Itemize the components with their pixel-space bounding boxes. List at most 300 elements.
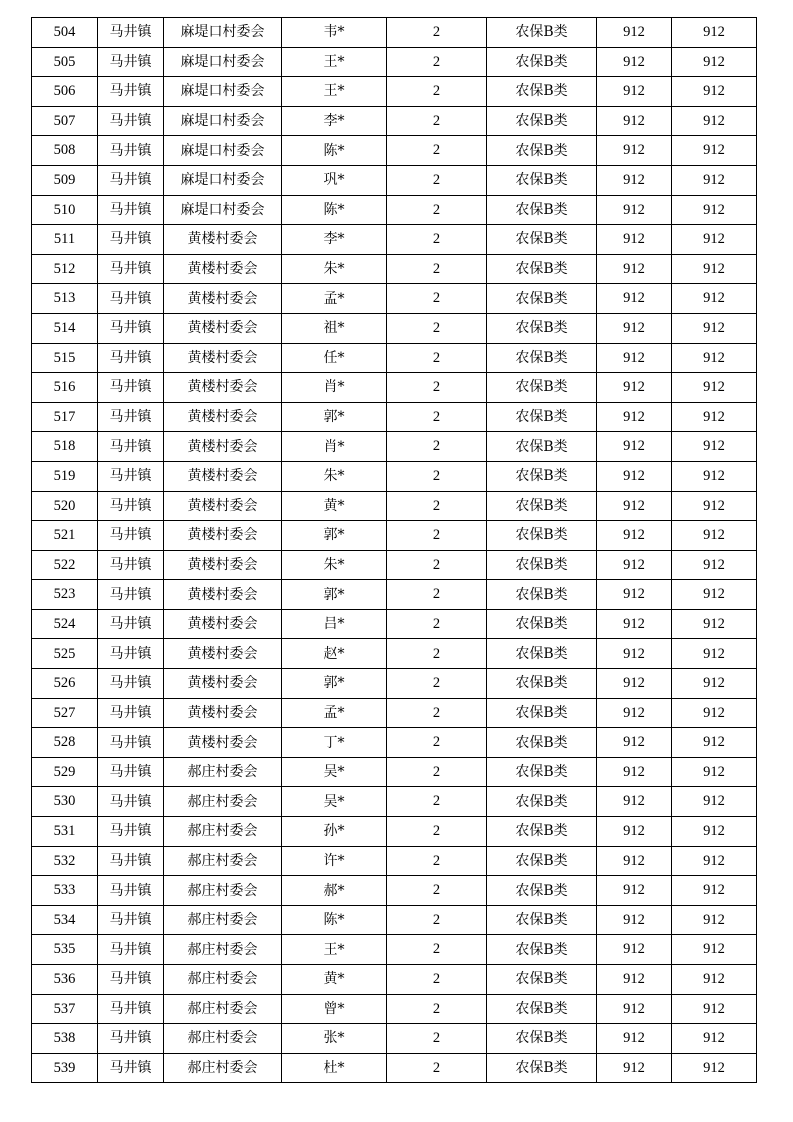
table-row [32,787,757,817]
standard-amount-cell: 912 [597,18,672,48]
town-cell: 马井镇 [98,491,164,521]
category-cell: 农保B类 [487,432,597,462]
count-cell: 2 [387,935,487,965]
table-row [32,728,757,758]
count-cell: 2 [387,1024,487,1054]
village-committee-cell: 黄楼村委会 [164,402,282,432]
town-cell: 马井镇 [98,757,164,787]
village-committee-cell: 黄楼村委会 [164,432,282,462]
table-body [32,18,757,1083]
name-cell: 韦* [282,18,387,48]
town-cell: 马井镇 [98,728,164,758]
total-amount-cell: 912 [672,757,757,787]
total-amount-cell: 912 [672,550,757,580]
table-row [32,195,757,225]
table-row [32,817,757,847]
town-cell: 马井镇 [98,284,164,314]
total-amount-cell: 912 [672,787,757,817]
total-amount-cell: 912 [672,994,757,1024]
name-cell: 王* [282,935,387,965]
town-cell: 马井镇 [98,1024,164,1054]
name-cell: 王* [282,47,387,77]
village-committee-cell: 黄楼村委会 [164,461,282,491]
category-cell: 农保B类 [487,402,597,432]
serial-number-cell: 518 [32,432,98,462]
standard-amount-cell: 912 [597,965,672,995]
serial-number-cell: 535 [32,935,98,965]
roster-table [31,17,757,1083]
total-amount-cell: 912 [672,580,757,610]
table-row [32,965,757,995]
total-amount-cell: 912 [672,313,757,343]
town-cell: 马井镇 [98,846,164,876]
name-cell: 郭* [282,402,387,432]
name-cell: 朱* [282,461,387,491]
table-row [32,846,757,876]
standard-amount-cell: 912 [597,106,672,136]
count-cell: 2 [387,817,487,847]
town-cell: 马井镇 [98,18,164,48]
table-row [32,18,757,48]
village-committee-cell: 郝庄村委会 [164,787,282,817]
category-cell: 农保B类 [487,491,597,521]
name-cell: 孟* [282,284,387,314]
standard-amount-cell: 912 [597,461,672,491]
village-committee-cell: 麻堤口村委会 [164,165,282,195]
standard-amount-cell: 912 [597,136,672,166]
standard-amount-cell: 912 [597,1053,672,1083]
name-cell: 吴* [282,787,387,817]
standard-amount-cell: 912 [597,580,672,610]
village-committee-cell: 黄楼村委会 [164,343,282,373]
name-cell: 孙* [282,817,387,847]
table-row [32,1024,757,1054]
serial-number-cell: 525 [32,639,98,669]
name-cell: 祖* [282,313,387,343]
table-row [32,225,757,255]
village-committee-cell: 黄楼村委会 [164,669,282,699]
village-committee-cell: 郝庄村委会 [164,935,282,965]
village-committee-cell: 郝庄村委会 [164,965,282,995]
name-cell: 郭* [282,580,387,610]
count-cell: 2 [387,965,487,995]
town-cell: 马井镇 [98,254,164,284]
category-cell: 农保B类 [487,521,597,551]
serial-number-cell: 517 [32,402,98,432]
standard-amount-cell: 912 [597,254,672,284]
name-cell: 朱* [282,254,387,284]
standard-amount-cell: 912 [597,77,672,107]
total-amount-cell: 912 [672,77,757,107]
total-amount-cell: 912 [672,47,757,77]
standard-amount-cell: 912 [597,817,672,847]
count-cell: 2 [387,136,487,166]
table-row [32,491,757,521]
total-amount-cell: 912 [672,402,757,432]
name-cell: 吴* [282,757,387,787]
count-cell: 2 [387,47,487,77]
standard-amount-cell: 912 [597,432,672,462]
standard-amount-cell: 912 [597,47,672,77]
total-amount-cell: 912 [672,284,757,314]
name-cell: 张* [282,1024,387,1054]
total-amount-cell: 912 [672,935,757,965]
standard-amount-cell: 912 [597,284,672,314]
town-cell: 马井镇 [98,994,164,1024]
total-amount-cell: 912 [672,136,757,166]
serial-number-cell: 529 [32,757,98,787]
total-amount-cell: 912 [672,432,757,462]
serial-number-cell: 532 [32,846,98,876]
category-cell: 农保B类 [487,994,597,1024]
count-cell: 2 [387,639,487,669]
total-amount-cell: 912 [672,165,757,195]
town-cell: 马井镇 [98,432,164,462]
serial-number-cell: 522 [32,550,98,580]
serial-number-cell: 514 [32,313,98,343]
name-cell: 李* [282,225,387,255]
serial-number-cell: 511 [32,225,98,255]
town-cell: 马井镇 [98,313,164,343]
serial-number-cell: 521 [32,521,98,551]
name-cell: 丁* [282,728,387,758]
count-cell: 2 [387,491,487,521]
category-cell: 农保B类 [487,965,597,995]
name-cell: 黄* [282,965,387,995]
village-committee-cell: 黄楼村委会 [164,313,282,343]
table-row [32,669,757,699]
category-cell: 农保B类 [487,343,597,373]
category-cell: 农保B类 [487,1053,597,1083]
total-amount-cell: 912 [672,965,757,995]
count-cell: 2 [387,550,487,580]
total-amount-cell: 912 [672,698,757,728]
standard-amount-cell: 912 [597,373,672,403]
table-row [32,580,757,610]
serial-number-cell: 519 [32,461,98,491]
count-cell: 2 [387,787,487,817]
standard-amount-cell: 912 [597,698,672,728]
total-amount-cell: 912 [672,1053,757,1083]
total-amount-cell: 912 [672,669,757,699]
serial-number-cell: 533 [32,876,98,906]
total-amount-cell: 912 [672,639,757,669]
count-cell: 2 [387,18,487,48]
town-cell: 马井镇 [98,195,164,225]
standard-amount-cell: 912 [597,639,672,669]
count-cell: 2 [387,609,487,639]
serial-number-cell: 524 [32,609,98,639]
town-cell: 马井镇 [98,47,164,77]
standard-amount-cell: 912 [597,876,672,906]
category-cell: 农保B类 [487,1024,597,1054]
table-row [32,698,757,728]
standard-amount-cell: 912 [597,757,672,787]
count-cell: 2 [387,876,487,906]
name-cell: 王* [282,77,387,107]
total-amount-cell: 912 [672,254,757,284]
count-cell: 2 [387,313,487,343]
category-cell: 农保B类 [487,728,597,758]
count-cell: 2 [387,77,487,107]
category-cell: 农保B类 [487,106,597,136]
name-cell: 陈* [282,905,387,935]
name-cell: 朱* [282,550,387,580]
standard-amount-cell: 912 [597,313,672,343]
category-cell: 农保B类 [487,550,597,580]
category-cell: 农保B类 [487,905,597,935]
count-cell: 2 [387,669,487,699]
category-cell: 农保B类 [487,373,597,403]
standard-amount-cell: 912 [597,787,672,817]
total-amount-cell: 912 [672,195,757,225]
category-cell: 农保B类 [487,698,597,728]
table-row [32,77,757,107]
name-cell: 郝* [282,876,387,906]
table-row [32,47,757,77]
village-committee-cell: 郝庄村委会 [164,1053,282,1083]
town-cell: 马井镇 [98,136,164,166]
name-cell: 肖* [282,373,387,403]
serial-number-cell: 504 [32,18,98,48]
category-cell: 农保B类 [487,817,597,847]
count-cell: 2 [387,846,487,876]
count-cell: 2 [387,757,487,787]
category-cell: 农保B类 [487,313,597,343]
category-cell: 农保B类 [487,195,597,225]
category-cell: 农保B类 [487,225,597,255]
village-committee-cell: 麻堤口村委会 [164,47,282,77]
town-cell: 马井镇 [98,343,164,373]
town-cell: 马井镇 [98,817,164,847]
standard-amount-cell: 912 [597,846,672,876]
village-committee-cell: 黄楼村委会 [164,698,282,728]
table-row [32,343,757,373]
serial-number-cell: 527 [32,698,98,728]
village-committee-cell: 黄楼村委会 [164,639,282,669]
count-cell: 2 [387,728,487,758]
serial-number-cell: 510 [32,195,98,225]
standard-amount-cell: 912 [597,402,672,432]
table-row [32,136,757,166]
table-row [32,639,757,669]
standard-amount-cell: 912 [597,728,672,758]
village-committee-cell: 黄楼村委会 [164,728,282,758]
count-cell: 2 [387,432,487,462]
total-amount-cell: 912 [672,18,757,48]
town-cell: 马井镇 [98,461,164,491]
table-row [32,461,757,491]
standard-amount-cell: 912 [597,195,672,225]
category-cell: 农保B类 [487,461,597,491]
town-cell: 马井镇 [98,639,164,669]
town-cell: 马井镇 [98,77,164,107]
town-cell: 马井镇 [98,225,164,255]
table-row [32,373,757,403]
total-amount-cell: 912 [672,106,757,136]
village-committee-cell: 郝庄村委会 [164,846,282,876]
serial-number-cell: 523 [32,580,98,610]
table-row [32,935,757,965]
name-cell: 肖* [282,432,387,462]
town-cell: 马井镇 [98,935,164,965]
town-cell: 马井镇 [98,787,164,817]
total-amount-cell: 912 [672,609,757,639]
name-cell: 李* [282,106,387,136]
name-cell: 陈* [282,136,387,166]
count-cell: 2 [387,254,487,284]
village-committee-cell: 黄楼村委会 [164,491,282,521]
serial-number-cell: 530 [32,787,98,817]
count-cell: 2 [387,373,487,403]
village-committee-cell: 黄楼村委会 [164,225,282,255]
town-cell: 马井镇 [98,165,164,195]
village-committee-cell: 郝庄村委会 [164,905,282,935]
town-cell: 马井镇 [98,550,164,580]
serial-number-cell: 513 [32,284,98,314]
village-committee-cell: 黄楼村委会 [164,373,282,403]
category-cell: 农保B类 [487,876,597,906]
name-cell: 吕* [282,609,387,639]
total-amount-cell: 912 [672,521,757,551]
town-cell: 马井镇 [98,905,164,935]
serial-number-cell: 507 [32,106,98,136]
standard-amount-cell: 912 [597,1024,672,1054]
table-row [32,432,757,462]
village-committee-cell: 黄楼村委会 [164,521,282,551]
town-cell: 马井镇 [98,965,164,995]
serial-number-cell: 534 [32,905,98,935]
serial-number-cell: 539 [32,1053,98,1083]
table-row [32,165,757,195]
village-committee-cell: 麻堤口村委会 [164,18,282,48]
category-cell: 农保B类 [487,757,597,787]
total-amount-cell: 912 [672,373,757,403]
serial-number-cell: 538 [32,1024,98,1054]
count-cell: 2 [387,106,487,136]
town-cell: 马井镇 [98,580,164,610]
count-cell: 2 [387,165,487,195]
category-cell: 农保B类 [487,77,597,107]
total-amount-cell: 912 [672,876,757,906]
serial-number-cell: 505 [32,47,98,77]
count-cell: 2 [387,521,487,551]
name-cell: 杜* [282,1053,387,1083]
category-cell: 农保B类 [487,284,597,314]
total-amount-cell: 912 [672,817,757,847]
name-cell: 陈* [282,195,387,225]
serial-number-cell: 508 [32,136,98,166]
standard-amount-cell: 912 [597,491,672,521]
standard-amount-cell: 912 [597,343,672,373]
town-cell: 马井镇 [98,698,164,728]
name-cell: 许* [282,846,387,876]
serial-number-cell: 509 [32,165,98,195]
count-cell: 2 [387,580,487,610]
total-amount-cell: 912 [672,225,757,255]
standard-amount-cell: 912 [597,669,672,699]
total-amount-cell: 912 [672,1024,757,1054]
village-committee-cell: 麻堤口村委会 [164,195,282,225]
count-cell: 2 [387,1053,487,1083]
table-row [32,284,757,314]
name-cell: 赵* [282,639,387,669]
serial-number-cell: 528 [32,728,98,758]
standard-amount-cell: 912 [597,225,672,255]
town-cell: 马井镇 [98,609,164,639]
total-amount-cell: 912 [672,461,757,491]
total-amount-cell: 912 [672,905,757,935]
village-committee-cell: 黄楼村委会 [164,550,282,580]
village-committee-cell: 黄楼村委会 [164,284,282,314]
town-cell: 马井镇 [98,1053,164,1083]
category-cell: 农保B类 [487,136,597,166]
village-committee-cell: 麻堤口村委会 [164,106,282,136]
town-cell: 马井镇 [98,521,164,551]
standard-amount-cell: 912 [597,935,672,965]
village-committee-cell: 黄楼村委会 [164,254,282,284]
name-cell: 郭* [282,521,387,551]
category-cell: 农保B类 [487,18,597,48]
village-committee-cell: 麻堤口村委会 [164,77,282,107]
category-cell: 农保B类 [487,935,597,965]
table-row [32,550,757,580]
serial-number-cell: 516 [32,373,98,403]
count-cell: 2 [387,698,487,728]
serial-number-cell: 520 [32,491,98,521]
serial-number-cell: 536 [32,965,98,995]
table-row [32,876,757,906]
serial-number-cell: 515 [32,343,98,373]
category-cell: 农保B类 [487,669,597,699]
name-cell: 任* [282,343,387,373]
standard-amount-cell: 912 [597,994,672,1024]
category-cell: 农保B类 [487,165,597,195]
village-committee-cell: 黄楼村委会 [164,609,282,639]
table-row [32,1053,757,1083]
standard-amount-cell: 912 [597,521,672,551]
table-row [32,402,757,432]
category-cell: 农保B类 [487,846,597,876]
serial-number-cell: 531 [32,817,98,847]
table-row [32,106,757,136]
total-amount-cell: 912 [672,491,757,521]
count-cell: 2 [387,284,487,314]
category-cell: 农保B类 [487,787,597,817]
category-cell: 农保B类 [487,254,597,284]
serial-number-cell: 506 [32,77,98,107]
village-committee-cell: 郝庄村委会 [164,876,282,906]
name-cell: 曾* [282,994,387,1024]
town-cell: 马井镇 [98,402,164,432]
standard-amount-cell: 912 [597,550,672,580]
count-cell: 2 [387,905,487,935]
count-cell: 2 [387,402,487,432]
total-amount-cell: 912 [672,343,757,373]
serial-number-cell: 537 [32,994,98,1024]
total-amount-cell: 912 [672,846,757,876]
count-cell: 2 [387,225,487,255]
table-row [32,313,757,343]
count-cell: 2 [387,461,487,491]
category-cell: 农保B类 [487,639,597,669]
count-cell: 2 [387,195,487,225]
serial-number-cell: 526 [32,669,98,699]
table-row [32,757,757,787]
town-cell: 马井镇 [98,106,164,136]
name-cell: 巩* [282,165,387,195]
village-committee-cell: 郝庄村委会 [164,817,282,847]
